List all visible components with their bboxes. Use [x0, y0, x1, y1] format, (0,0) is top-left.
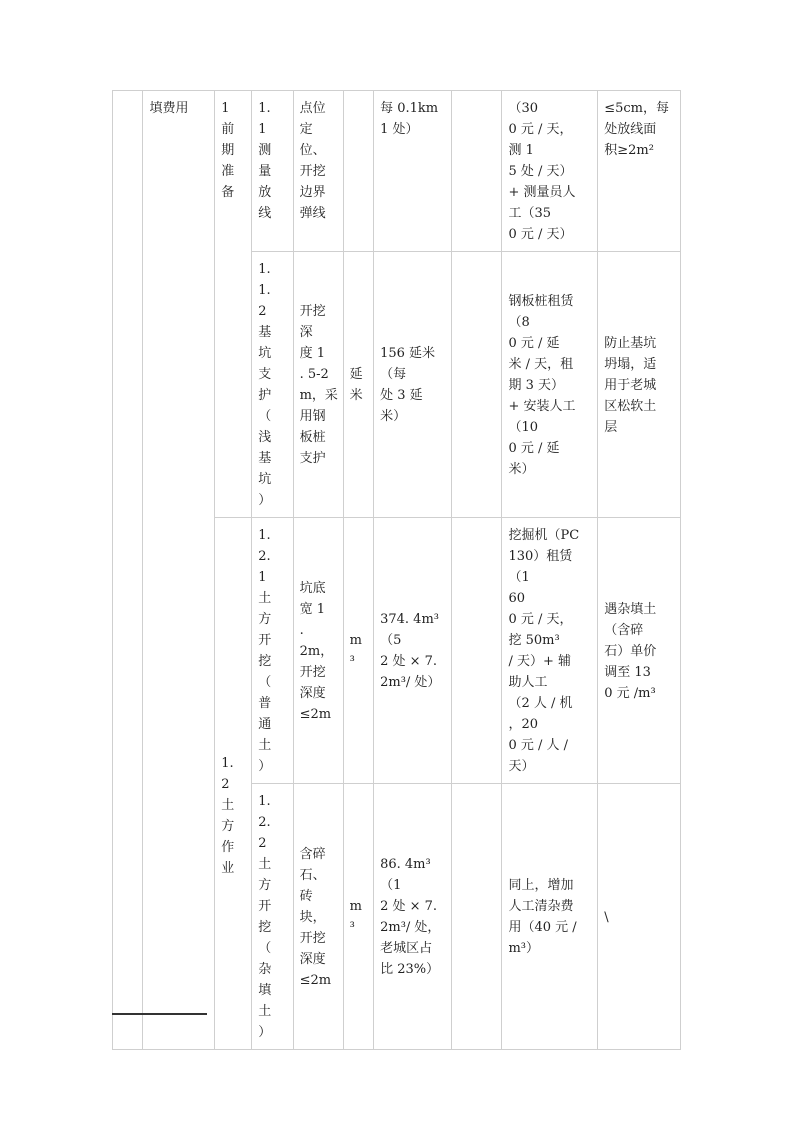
- item-pricing: （30 0 元 / 天， 测 1 5 处 / 天） + 测量员人 工（35 0 元 / 天）: [508, 101, 576, 242]
- item-blank: [452, 252, 501, 265]
- item-spec: 坑底 宽 1 . 2m， 开挖 深度 ≤2m: [299, 580, 334, 722]
- item-remark: 遇杂填土 （含碎 石）单价 调至 13 0 元 /m³: [604, 601, 657, 701]
- item-pricing: 挖掘机（PC 130）租赁（1 60 0 元 / 天， 挖 50m³ / 天）+ 辅 助人工 （2 人 / 机 ，20 0 元 / 人 / 天）: [508, 528, 580, 774]
- table-row: [113, 91, 681, 252]
- group-label: 1. 2 土 方 作 业: [221, 755, 235, 876]
- group-cell: [215, 91, 252, 518]
- item-spec: 点位 定 位、 开挖 边界 弹线: [299, 101, 326, 221]
- blank-first-column: [113, 91, 143, 1050]
- item-code: 1. 2. 2 土 方 开 挖 （ 杂 填 土 ）: [258, 794, 272, 1040]
- item-remark: 防止基坑 坍塌，适 用于老城 区松软土 层: [604, 335, 657, 435]
- section-label: 填费用: [149, 101, 189, 116]
- item-unit: m ³: [349, 899, 362, 935]
- item-blank: [452, 91, 501, 104]
- item-code: 1. 1. 2 基 坑 支 护 （ 浅 基 坑 ）: [258, 262, 272, 508]
- group-cell: [215, 518, 252, 1050]
- item-blank: [452, 518, 501, 531]
- item-quantity: 每 0.1km 1 处）: [380, 101, 439, 137]
- item-spec: 含碎 石、 砖 块， 开挖 深度 ≤2m: [299, 846, 332, 988]
- item-unit: [344, 91, 373, 104]
- item-quantity: 156 延米 （每 处 3 延 米）: [380, 346, 436, 424]
- item-unit: 延 米: [349, 367, 363, 403]
- section-cell: [143, 91, 215, 1050]
- item-unit: m ³: [349, 633, 362, 669]
- cost-table: [112, 90, 681, 1050]
- item-code: 1. 1 测 量 放 线: [258, 101, 272, 221]
- item-pricing: 钢板桩租赁 （8 0 元 / 延 米 / 天，租 期 3 天） + 安装人工 （10 0 元 / 延 米）: [508, 293, 576, 477]
- item-pricing: 同上，增加 人工清杂费 用（40 元 / m³）: [508, 878, 577, 956]
- item-code: 1. 2. 1 土 方 开 挖 （ 普 通 土 ）: [258, 528, 272, 774]
- item-quantity: 86. 4m³（1 2 处 × 7. 2m³/ 处， 老城区占 比 23%）: [380, 857, 441, 977]
- item-remark: ≤5cm，每 处放线面 积≥2m²: [604, 101, 670, 158]
- item-remark: \: [604, 909, 609, 925]
- item-spec: 开挖 深 度 1 . 5-2 m，采 用钢 板桩 支护: [299, 304, 338, 466]
- bottom-rule: [112, 1013, 207, 1015]
- group-label: 1 前 期 准 备: [221, 101, 235, 200]
- item-quantity: 374. 4m³ （5 2 处 × 7. 2m³/ 处）: [380, 612, 441, 690]
- item-blank: [452, 784, 501, 797]
